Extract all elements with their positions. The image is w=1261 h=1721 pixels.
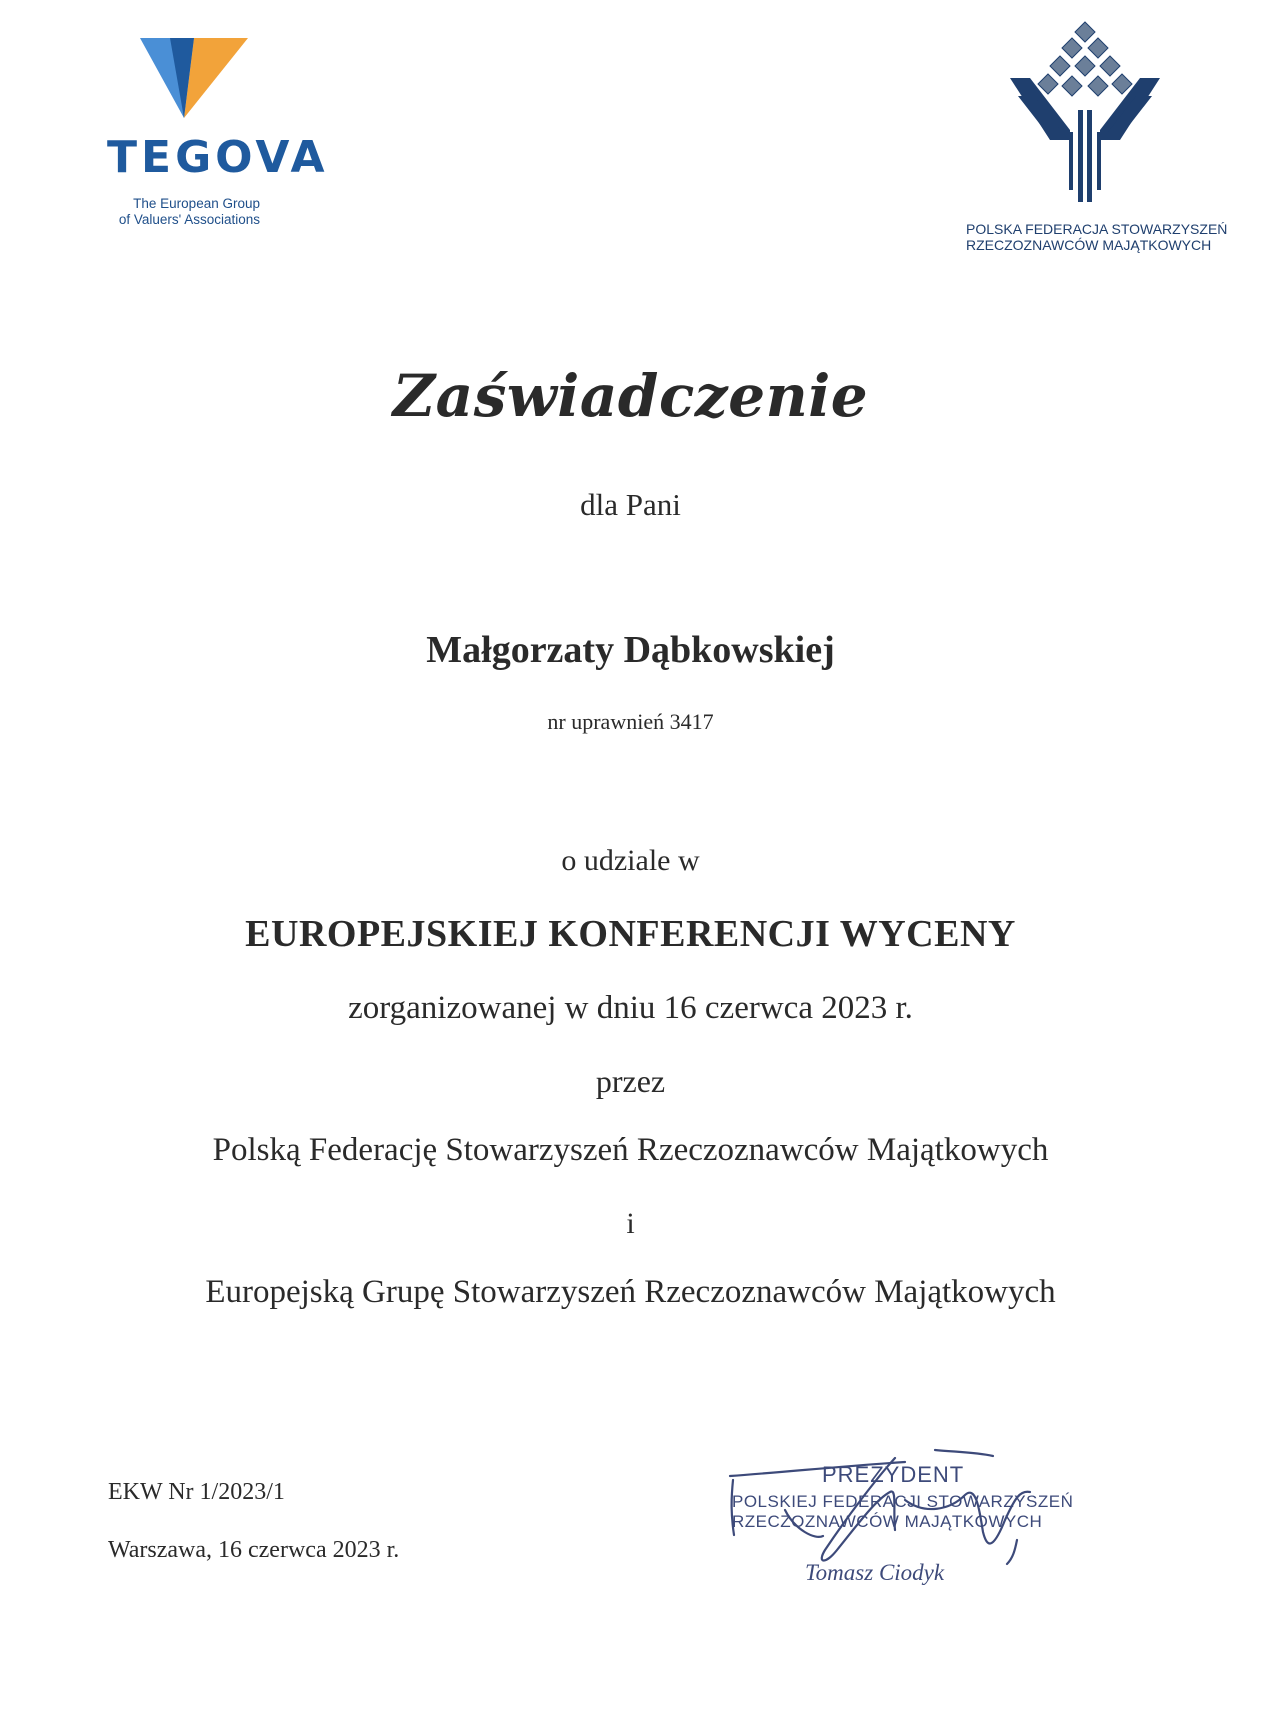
by-text: przez <box>595 1063 666 1099</box>
tegova-logo-wordmark: TEGOVA <box>107 132 329 183</box>
event-name: EUROPEJSKIEJ KONFERENCJI WYCENY <box>245 913 1016 955</box>
tegova-subtitle-line2: of Valuers' Associations <box>118 212 260 227</box>
organizer-1: Polską Federację Stowarzyszeń Rzeczoznawców Majątkowych <box>212 1132 1049 1168</box>
pfsrm-logo-text-line2: RZECZOZNAWCÓW MAJĄTKOWYCH <box>966 237 1212 253</box>
certificate-number: EKW Nr 1/2023/1 <box>108 1479 285 1505</box>
place-and-date: Warszawa, 16 czerwca 2023 r. <box>108 1537 400 1563</box>
participation-text: o udziale w <box>561 844 700 877</box>
stamp-signatory: Tomasz Ciodyk <box>805 1560 945 1585</box>
certificate-title: Zaświadczenie <box>392 362 869 430</box>
event-date: zorganizowanej w dniu 16 czerwca 2023 r. <box>348 990 913 1026</box>
pfsrm-logo-mark <box>1010 20 1160 205</box>
stamp-title: PREZYDENT <box>822 1462 965 1487</box>
conjunction: i <box>626 1207 635 1240</box>
license-number: nr uprawnień 3417 <box>547 709 714 734</box>
tegova-subtitle-line1: The European Group <box>133 196 260 211</box>
recipient-prefix: dla Pani <box>580 487 681 522</box>
stamp-line1: POLSKIEJ FEDERACJI STOWARZYSZEŃ <box>732 1492 1074 1511</box>
organizer-2: Europejską Grupę Stowarzyszeń Rzeczoznawców Majątkowych <box>205 1274 1056 1310</box>
stamp-line2: RZECZOZNAWCÓW MAJĄTKOWYCH <box>732 1512 1043 1531</box>
pfsrm-logo-text-line1: POLSKA FEDERACJA STOWARZYSZEŃ <box>966 221 1228 237</box>
recipient-name: Małgorzaty Dąbkowskiej <box>426 629 835 671</box>
tegova-logo-mark <box>140 38 248 128</box>
